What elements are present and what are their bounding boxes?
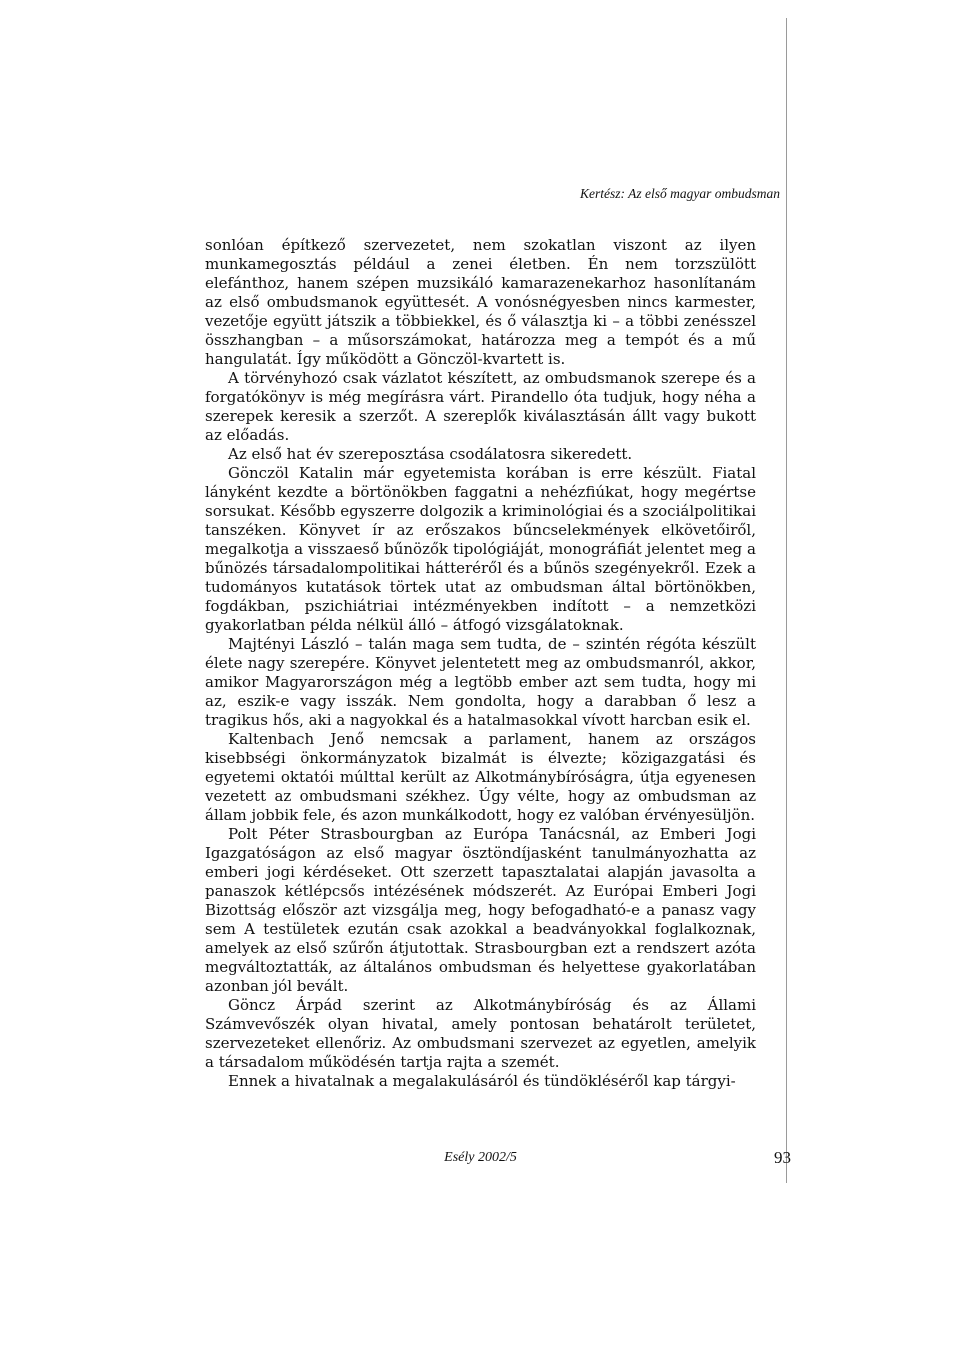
running-header: Kertész: Az első magyar ombudsman	[580, 186, 780, 201]
paragraph: Kaltenbach Jenő nemcsak a parlament, hanem az országos kisebbségi önkormányzatok bizalmát is élvezte; közigazgatási és egyetemi oktatói múlttal került az Alkotmánybíróságra, útja egyenesen vezetett az ombudsmani székhez. Úgy vélte, hogy az ombudsman az állam jobbik fele, és azon munkálkodott, hogy ez valóban érvényesüljön.	[205, 730, 756, 824]
paragraph: Majtényi László – talán maga sem tudta, de – szintén régóta készült élete nagy szerepére. Könyvet jelentetett meg az ombudsmanról, akkor, amikor Magyarországon még a legtöbb ember azt sem tudta, hogy mi az, eszik-e vagy isszák. Nem gondolta, hogy a darabban ő lesz a tragikus hős, aki a nagyokkal és a hatalmasokkal vívott harcban esik el.	[205, 635, 756, 729]
paragraph: Az első hat év szereposztása csodálatosra sikeredett.	[228, 445, 633, 463]
paragraph: Ennek a hivatalnak a megalakulásáról és tündökléséről kap tárgyi-	[228, 1072, 736, 1090]
article-body	[205, 236, 756, 1091]
paragraph: Göncz Árpád szerint az Alkotmánybíróság és az Állami Számvevőszék olyan hivatal, amely pontosan behatárolt területet, szervezeteket ellenőriz. Az ombudsmani szervezet az egyetlen, amelyik a társadalom működésén tartja rajta a szemét.	[205, 996, 756, 1071]
journal-citation: Esély 2002/5	[444, 1150, 517, 1165]
margin-rule	[786, 18, 787, 1183]
paragraph: Gönczöl Katalin már egyetemista korában is erre készült. Fiatal lányként kezdte a börtönökben faggatni a nehézfiúkat, hogy megértse sorsukat. Később egyszerre dolgozik a kriminológiai és a szociálpolitikai tanszéken. Könyvet ír az erőszakos bűncselekmények elkövetőiről, megalkotja a visszaeső bűnözők tipológiáját, monográfiát jelentet meg a bűnözés társadalompolitikai hátteréről és a bűnös szegényekről. Ezek a tudományos kutatások törtek utat az ombudsman által börtönökben, fogdákban, pszichiátriai intézményekben indított – a nemzetközi gyakorlatban példa nélkül álló – átfogó vizsgálatoknak.	[205, 464, 756, 634]
paragraph: A törvényhozó csak vázlatot készített, az ombudsmanok szerepe és a forgatókönyv is még megírásra várt. Pirandello óta tudjuk, hogy néha a szerepek keresik a szerzőt. A szereplők kiválasztásán állt vagy bukott az előadás.	[205, 369, 756, 444]
paragraph: Polt Péter Strasbourgban az Európa Tanácsnál, az Emberi Jogi Igazgatóságon az első magyar ösztöndíjasként tanulmányozhatta az emberi jogi kérdéseket. Ott szerzett tapasztalatai alapján javasolta a panaszok kétlépcsős intézésének módszerét. Az Európai Emberi Jogi Bizottság először azt vizsgálja meg, hogy befogadható-e a panasz vagy sem A testületek ezután csak azokkal a beadványokkal foglalkoznak, amelyek az első szűrőn átjutottak. Strasbourgban ezt a rendszert azóta megváltoztatták, az általános ombudsman és helyettese gyakorlatában azonban jól bevált.	[205, 825, 756, 995]
page-number: 93	[774, 1148, 791, 1167]
paragraph: sonlóan építkező szervezetet, nem szokatlan viszont az ilyen munkamegosztás például a zenei életben. Én nem torzszülött elefánthoz, hanem szépen muzsikáló kamarazenekarhoz hasonlítanám az első ombudsmanok együttesét. A vonósnégyesben nincs karmester, vezetője együtt játszik a többiekkel, és ő választja ki – a többi zenésszel összhangban – a műsorszámokat, határozza meg a tempót és a mű hangulatát. Így működött a Gönczöl-kvartett is.	[205, 236, 756, 368]
